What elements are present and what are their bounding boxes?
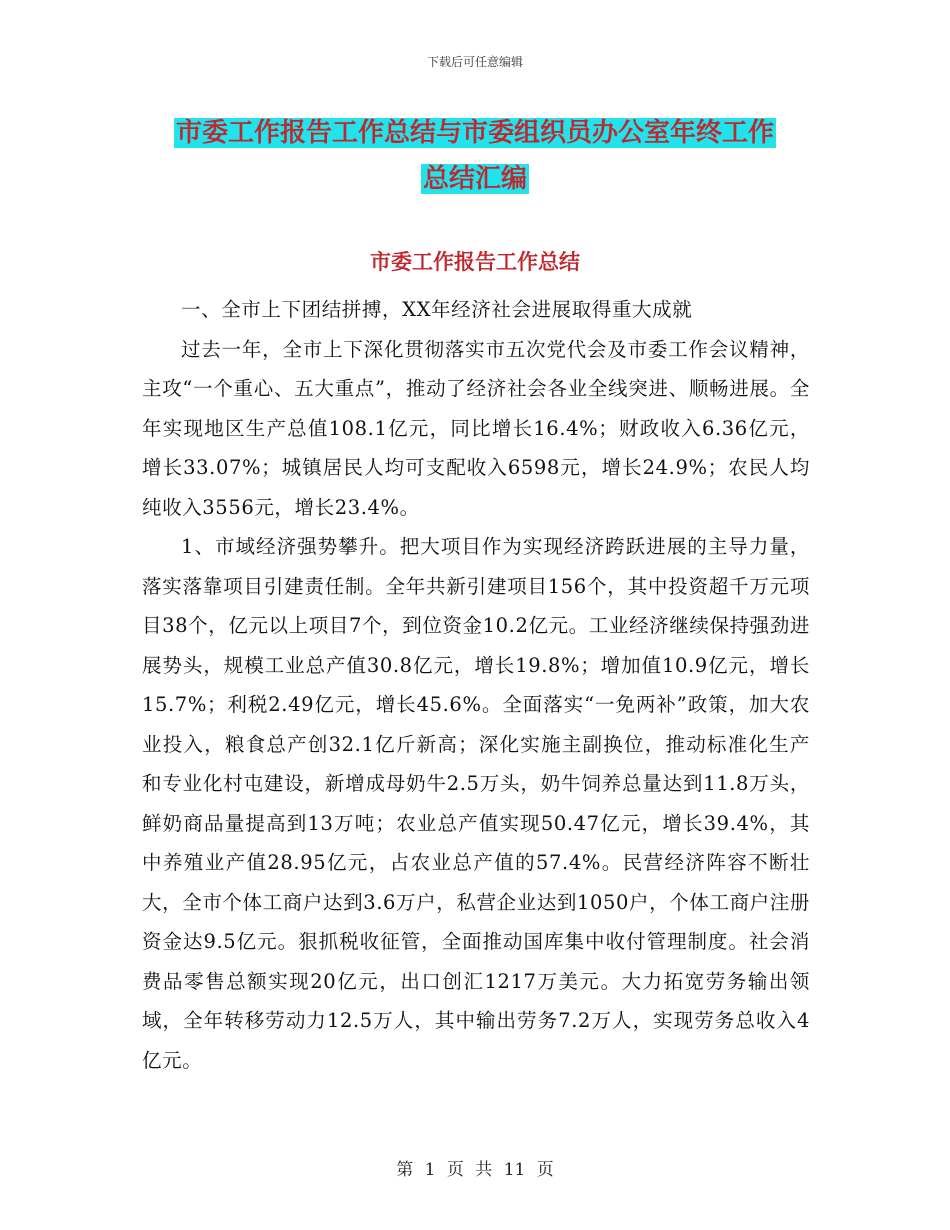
title-line-2: 总结汇编 [422,164,527,194]
document-title [0,110,950,202]
paragraph: 过去一年，全市上下深化贯彻落实市五次党代会及市委工作会议精神，主攻“一个重心、五大重点”，推动了经济社会各业全线突进、顺畅进展。全年实现地区生产总值108.1亿元，同比增长16.4%；财政收入6.36亿元，增长33.07%；城镇居民人均可支配收入6598元，增长24.9%；农民人均纯收入3556元，增长23.4%。 [142,337,810,519]
page-footer: 第 1 页 共 11 页 [396,1160,554,1180]
header-note: 下载后可任意编辑 [426,55,523,69]
body-text [142,290,810,1080]
paragraph: 1、市域经济强势攀升。把大项目作为实现经济跨跃进展的主导力量，落实落靠项目引建责任制。全年共新引建项目156个，其中投资超千万元项目38个，亿元以上项目7个，到位资金10.2亿元。工业经济继续保持强劲进展势头，规模工业总产值30.8亿元，增长19.8%；增加值10.9亿元，增长15.7%；利税2.49亿元，增长45.6%。全面落实“一免两补”政策，加大农业投入，粮食总产创32.1亿斤新高；深化实施主副换位，推动标准化生产和专业化村屯建设，新增成母奶牛2.5万头，奶牛饲养总量达到11.8万头，鲜奶商品量提高到13万吨；农业总产值实现50.47亿元，增长39.4%，其中养殖业产值28.95亿元，占农业总产值的57.4%。民营经济阵容不断壮大，全市个体工商户达到3.6万户，私营企业达到1050户，个体工商户注册资金达9.5亿元。狠抓税收征管，全面推动国库集中收付管理制度。社会消费品零售总额实现20亿元，出口创汇1217万美元。大力拓宽劳务输出领域，全年转移劳动力12.5万人，其中输出劳务7.2万人，实现劳务总收入4亿元。 [142,535,810,1072]
paragraph-heading: 一、全市上下团结拼搏，XX年经济社会进展取得重大成就 [181,298,693,321]
section-title: 市委工作报告工作总结 [370,250,580,274]
title-line-1: 市委工作报告工作总结与市委组织员办公室年终工作 [175,118,774,148]
